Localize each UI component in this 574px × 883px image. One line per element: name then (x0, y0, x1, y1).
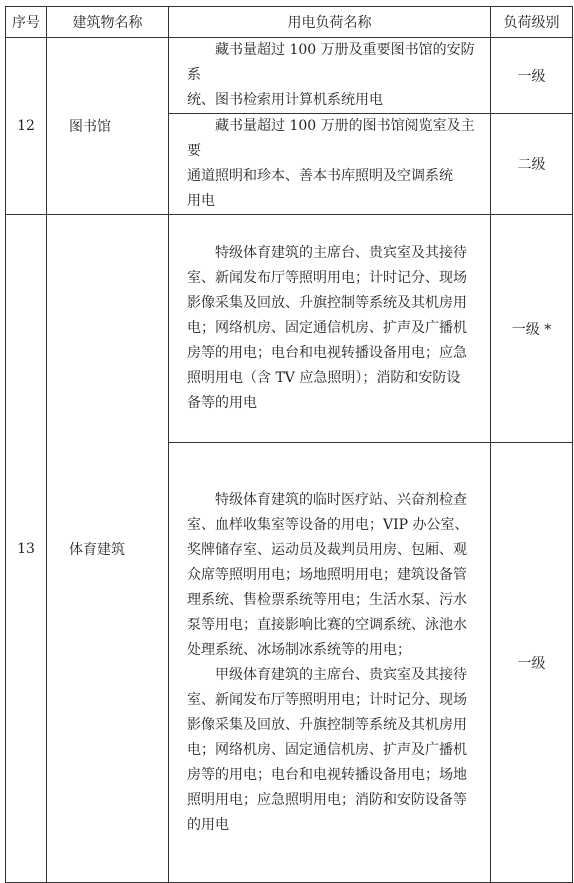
table-row (6, 38, 573, 114)
header-load-name: 用电负荷名称 (169, 7, 491, 38)
header-row (6, 7, 573, 38)
load-level: 二级 (491, 114, 573, 215)
load-description: 藏书量超过 100 万册的图书馆阅览室及主要 通道照明和珍本、善本书库照明及空调系统 用电 (169, 114, 491, 215)
load-description: 特级体育建筑的主席台、贵宾室及其接待 室、新闻发布厅等照明用电；计时记分、现场 影像采集及回放、升旗控制等系统及其机房用 电；网络机房、固定通信机房、扩声及广播机 房等的用电；电台和电视转播设备用电；应急 照明用电（含 TV 应急照明）；消防和安防设 备等的用电 (169, 215, 491, 443)
row-no: 13 (6, 215, 47, 883)
row-no: 12 (6, 38, 47, 215)
building-name: 图书馆 (47, 38, 169, 215)
header-no: 序号 (6, 7, 47, 38)
load-level: 一级 (491, 443, 573, 883)
table-row (6, 215, 573, 443)
load-level: 一级 * (491, 215, 573, 443)
header-load-level: 负荷级别 (491, 7, 573, 38)
building-name: 体育建筑 (47, 215, 169, 883)
load-classification-table (5, 6, 573, 883)
load-level: 一级 (491, 38, 573, 114)
load-description: 藏书量超过 100 万册及重要图书馆的安防系 统、图书检索用计算机系统用电 (169, 38, 491, 114)
load-description: 特级体育建筑的临时医疗站、兴奋剂检查 室、血样收集室等设备的用电；VIP 办公室、 奖牌储存室、运动员及裁判员用房、包厢、观 众席等照明用电；场地照明用电；建筑设备管 理系统、售检票系统等用电；生活水泵、污水 泵等用电；直接影响比赛的空调系统、泳池水 处理系统、冰场制冰系统等的用电； 甲级体育建筑的主席台、贵宾室及其接待 室、新闻发布厅等照明用电；计时记分、现场 影像采集及回放、升旗控制等系统及其机房用 电；网络机房、固定通信机房、扩声及广播机 房等的用电；电台和电视转播设备用电；场地 照明用电；应急照明用电；消防和安防设备等 的用电 (169, 443, 491, 883)
header-building-name: 建筑物名称 (47, 7, 169, 38)
